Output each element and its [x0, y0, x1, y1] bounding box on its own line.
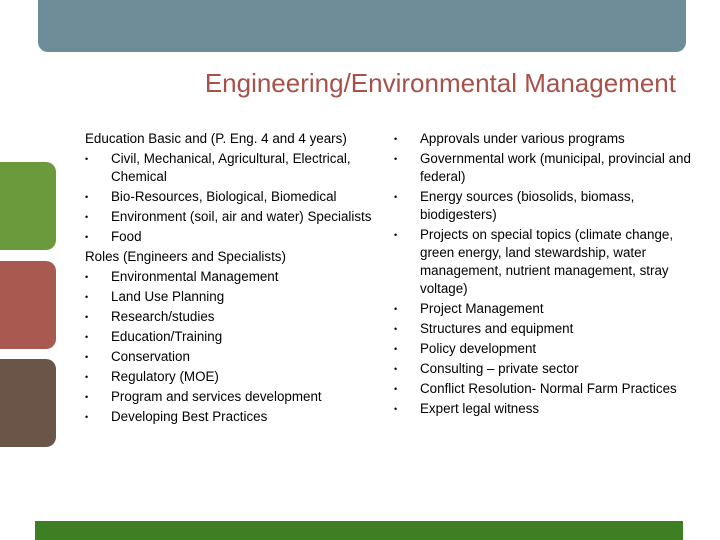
- list-item: [85, 348, 375, 366]
- list-item: [392, 226, 692, 298]
- education-heading: Education Basic and (P. Eng. 4 and 4 years): [85, 131, 347, 146]
- bullet-icon: •: [85, 212, 89, 222]
- list-item-text: Developing Best Practices: [111, 409, 268, 424]
- bullet-icon: •: [394, 384, 398, 394]
- list-item: [85, 188, 375, 206]
- side-tab-red: [0, 261, 56, 349]
- bullet-icon: •: [85, 232, 89, 242]
- list-item: [85, 308, 375, 326]
- list-item: [392, 380, 692, 398]
- list-item-text: Expert legal witness: [420, 401, 540, 416]
- list-item-text: Projects on special topics (climate change, green energy, land stewardship, water management, nutrient management, stray voltage): [420, 227, 674, 296]
- bullet-icon: •: [85, 154, 89, 164]
- list-item-text: Environment (soil, air and water) Specialists: [111, 209, 372, 224]
- list-item-text: Food: [111, 229, 142, 244]
- bullet-icon: •: [85, 192, 89, 202]
- list-item-text: Conflict Resolution- Normal Farm Practices: [420, 381, 677, 396]
- list-item: [85, 288, 375, 306]
- list-item-text: Structures and equipment: [420, 321, 574, 336]
- footer-bar: [35, 521, 683, 540]
- list-item-text: Approvals under various programs: [420, 131, 625, 146]
- bullet-icon: •: [394, 154, 398, 164]
- list-item-text: Policy development: [420, 341, 537, 356]
- bullet-icon: •: [394, 344, 398, 354]
- bullet-icon: •: [394, 364, 398, 374]
- list-item: [392, 188, 692, 224]
- bullet-icon: •: [85, 312, 89, 322]
- bullet-icon: •: [394, 192, 398, 202]
- list-item: [392, 320, 692, 338]
- bullet-icon: •: [85, 372, 89, 382]
- list-item-text: Program and services development: [111, 389, 322, 404]
- bullet-icon: •: [85, 332, 89, 342]
- list-item-text: Civil, Mechanical, Agricultural, Electrical, Chemical: [111, 151, 351, 184]
- list-item: [392, 130, 692, 148]
- list-item-text: Environmental Management: [111, 269, 279, 284]
- list-item-text: Consulting – private sector: [420, 361, 579, 376]
- bullet-icon: •: [394, 304, 398, 314]
- bullet-icon: •: [394, 324, 398, 334]
- list-item-text: Energy sources (biosolids, biomass, biodigesters): [420, 189, 635, 222]
- roles-list: [85, 268, 375, 426]
- list-item-text: Bio-Resources, Biological, Biomedical: [111, 189, 337, 204]
- list-item-text: Governmental work (municipal, provincial and federal): [420, 151, 691, 184]
- bullet-icon: •: [85, 412, 89, 422]
- list-item: [85, 368, 375, 386]
- list-item-text: Conservation: [111, 349, 190, 364]
- bullet-icon: •: [394, 230, 398, 240]
- bullet-icon: •: [394, 404, 398, 414]
- list-item: [392, 150, 692, 186]
- list-item: [85, 208, 375, 226]
- list-item: [85, 328, 375, 346]
- header-bar: [38, 0, 686, 52]
- list-item: [392, 300, 692, 318]
- list-item-text: Research/studies: [111, 309, 215, 324]
- list-item: [392, 340, 692, 358]
- education-list: [85, 150, 375, 246]
- bullet-icon: •: [394, 134, 398, 144]
- list-item-text: Regulatory (MOE): [111, 369, 219, 384]
- activities-list: [392, 130, 692, 418]
- roles-heading: Roles (Engineers and Specialists): [85, 249, 286, 264]
- bullet-icon: •: [85, 352, 89, 362]
- list-item: [85, 388, 375, 406]
- right-column: [392, 130, 692, 420]
- left-column: [85, 130, 375, 428]
- list-item-text: Education/Training: [111, 329, 223, 344]
- side-tab-brown: [0, 359, 56, 447]
- list-item-text: Land Use Planning: [111, 289, 225, 304]
- list-item: [392, 360, 692, 378]
- list-item: [85, 268, 375, 286]
- bullet-icon: •: [85, 272, 89, 282]
- list-item: [392, 400, 692, 418]
- side-tab-green: [0, 162, 56, 250]
- list-item: [85, 228, 375, 246]
- list-item: [85, 408, 375, 426]
- bullet-icon: •: [85, 292, 89, 302]
- slide-title: Engineering/Environmental Management: [204, 68, 676, 98]
- bullet-icon: •: [85, 392, 89, 402]
- list-item: [85, 150, 375, 186]
- list-item-text: Project Management: [420, 301, 544, 316]
